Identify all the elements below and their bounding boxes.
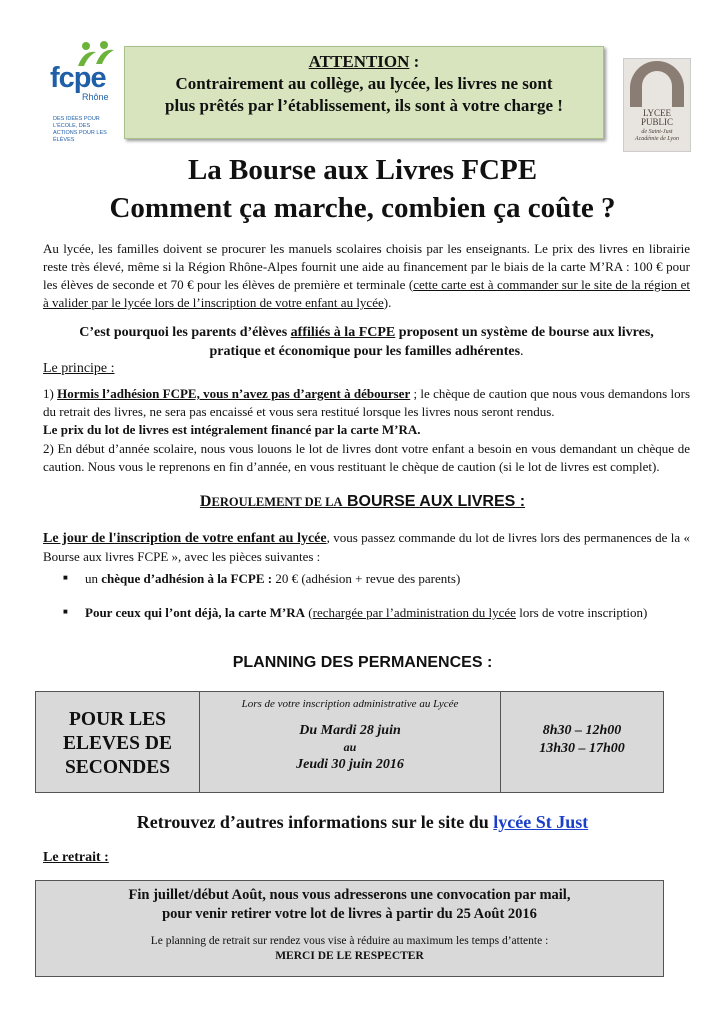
pitch-underlined: affiliés à la FCPE xyxy=(290,325,396,340)
attention-colon: : xyxy=(409,52,420,71)
bullet-icon: ■ xyxy=(63,573,68,582)
deroulement-heading: DEROULEMENT DE LA BOURSE AUX LIVRES : xyxy=(199,493,526,510)
planning-note: Lors de votre inscription administrative au Lycée xyxy=(241,698,459,710)
lycee-st-just-link[interactable]: lycée St Just xyxy=(493,812,589,832)
piece-item-2: Pour ceux qui l’ont déjà, la carte M’RA (rechargée par l’administration du lycée lors de votre inscription) xyxy=(85,605,648,620)
retrait-respect: MERCI DE LE RESPECTER xyxy=(275,950,424,962)
attention-line-1: Contrairement au collège, au lycée, les livres ne sont xyxy=(175,74,553,93)
retrait-line-2: pour venir retirer votre lot de livres à partir du 25 Août 2016 xyxy=(162,906,537,922)
retrait-line-1: Fin juillet/début Août, nous vous adresserons une convocation par mail, xyxy=(128,887,571,903)
intro-paragraph: Au lycée, les familles doivent se procurer les manuels scolaires choisis par les enseignants. Le prix des livres en librairie reste très élevé, même si la Région Rhône-Alpes fournit une aide au financement par le biais de la carte M’RA : 100 € pour les élèves de seconde et 70 € pour les élèves de première et terminale (cette carte est à commander sur le site de la région et à valider par le lycée lors de l’inscription de votre enfant au lycée). xyxy=(43,241,691,310)
attention-title: ATTENTION xyxy=(308,52,410,71)
retrait-note: Le planning de retrait sur rendez vous vise à réduire au maximum les temps d’attente : xyxy=(150,935,549,947)
fcpe-region: Rhône xyxy=(82,92,109,102)
principe-heading: Le principe : xyxy=(43,361,115,376)
planning-who-cell: POUR LES ELEVES DE SECONDES xyxy=(36,692,200,792)
lycee-logo-name: LYCEE PUBLIC xyxy=(640,108,673,127)
retrait-box xyxy=(35,880,664,977)
principe-point-2: 2) En début d’année scolaire, nous vous louons le lot de livres dont votre enfant a besoin en vous demandant un chèque de caution. Nous vous le reprenons en fin d’année, en vous restituant le chèque de caution (si le lot de livres est complet). xyxy=(43,441,690,474)
principe-point-1: 1) Hormis l’adhésion FCPE, vous n’avez pas d’argent à débourser ; le chèque de caution que nous vous demandons lors du retrait des livres, ne sera pas encaissé et vous sera restitué lorsque les livres nous seront rendus. Le prix du lot de livres est intégralement financé par la carte M’RA. xyxy=(43,386,691,437)
lycee-logo-sub: de Saint-Just Académie de Lyon xyxy=(634,129,680,142)
page-title: La Bourse aux Livres FCPE xyxy=(187,154,538,186)
bullet-icon: ■ xyxy=(63,607,68,616)
deroulement-paragraph: Le jour de l'inscription de votre enfant au lycée, vous passez commande du lot de livres lors des permanences de la « Bourse aux livres FCPE », avec les pièces suivantes : xyxy=(43,530,691,564)
attention-box xyxy=(124,46,604,139)
fcpe-logo-text: fcpe xyxy=(50,62,106,94)
planning-dates: Du Mardi 28 juin au Jeudi 30 juin 2016 xyxy=(296,723,404,772)
attention-line-2: plus prêtés par l’établissement, ils sont à votre charge ! xyxy=(165,96,563,115)
intro-underlined: cette carte est à commander sur le site de la région et à valider par le lycée lors de l’inscription de votre enfant au lycée xyxy=(43,277,691,310)
lycee-logo xyxy=(623,58,691,152)
planning-hours-cell: 8h30 – 12h00 13h30 – 17h00 xyxy=(539,723,625,756)
planning-date-cell xyxy=(200,692,501,792)
retrait-heading: Le retrait : xyxy=(43,850,109,865)
attention-title-line xyxy=(125,51,603,73)
planning-heading: PLANNING DES PERMANENCES : xyxy=(232,654,493,671)
more-info-line: Retrouvez d’autres informations sur le site du lycée St Just xyxy=(136,812,589,832)
fcpe-logo xyxy=(44,40,119,143)
planning-table xyxy=(35,691,664,793)
pitch-paragraph: C’est pourquoi les parents d’élèves affiliés à la FCPE proposent un système de bourse aux livres, pratique et économique pour les familles adhérentes. xyxy=(79,325,654,359)
page-subtitle: Comment ça marche, combien ça coûte ? xyxy=(109,192,616,224)
piece-item-1: un chèque d’adhésion à la FCPE : 20 € (adhésion + revue des parents) xyxy=(85,571,461,586)
fcpe-tagline: DES IDÉES POUR L'ÉCOLE, DES ACTIONS POUR LES ÉLÈVES xyxy=(53,116,107,143)
